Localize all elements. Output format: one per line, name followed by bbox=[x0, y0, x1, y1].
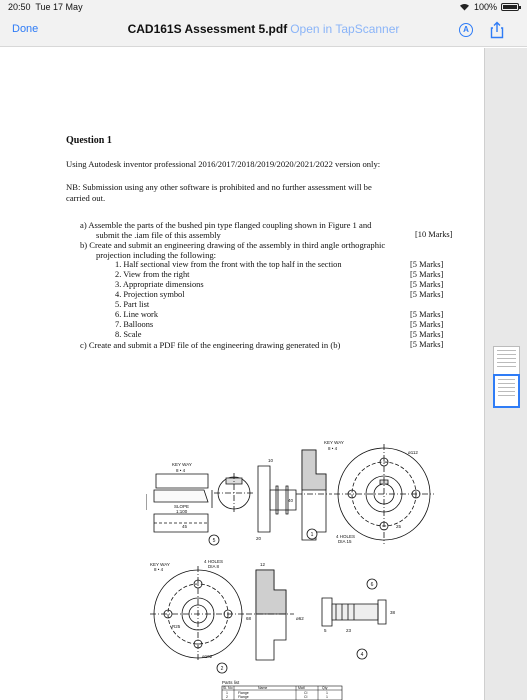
balloon-2: 2 bbox=[220, 666, 224, 672]
nb-text-line1: NB: Submission using any other software is prohibited and no further assessment will be bbox=[66, 182, 372, 192]
list-item-mark: [5 Marks] bbox=[410, 290, 444, 299]
label-dia-102: ø102 bbox=[202, 654, 213, 659]
part-b-line1: b) Create and submit an engineering drawing of the assembly in third angle orthographic bbox=[80, 240, 386, 250]
pdf-page[interactable] bbox=[0, 48, 484, 700]
status-bar bbox=[0, 0, 527, 14]
parts-cell: 2 bbox=[226, 695, 228, 699]
parts-header-no: Sl. No bbox=[223, 686, 233, 690]
wifi-icon bbox=[459, 3, 470, 11]
status-time-date bbox=[8, 2, 83, 12]
share-icon[interactable] bbox=[489, 21, 505, 39]
list-item: 1. Half sectional view from the front with the top half in the section bbox=[115, 260, 342, 269]
parts-header-name: Name bbox=[258, 686, 268, 690]
balloon-6: 6 bbox=[370, 582, 374, 588]
label-r25: R25 bbox=[172, 624, 181, 629]
battery-percent: 100% bbox=[473, 2, 497, 12]
label-dim-25: 25 bbox=[396, 524, 402, 529]
viewer-toolbar bbox=[0, 14, 527, 47]
parts-header-qty: Qty bbox=[322, 686, 328, 690]
list-item-mark: [5 Marks] bbox=[410, 320, 444, 329]
part-a-line2: submit the .iam file of this assembly bbox=[96, 230, 221, 240]
part-c-line: c) Create and submit a PDF file of the engineering drawing generated in (b) bbox=[80, 340, 341, 350]
label-holes-mid-dia: DIA 8 bbox=[208, 564, 220, 569]
label-keyway-top: KEY WAY bbox=[324, 440, 344, 445]
list-item-mark: [5 Marks] bbox=[410, 330, 444, 339]
list-item-mark: [5 Marks] bbox=[410, 270, 444, 279]
label-slope-ratio: 1:100 bbox=[176, 509, 188, 514]
parts-cell: 1 bbox=[326, 695, 328, 699]
document-filename: CAD161S Assessment 5.pdf bbox=[127, 22, 288, 36]
parts-list-title: Parts list bbox=[222, 680, 240, 685]
figure-coupling-drawing bbox=[146, 390, 436, 700]
status-date: Tue 17 May bbox=[35, 2, 83, 12]
flange-front-view bbox=[150, 566, 246, 662]
instruction-text: Using Autodesk inventor professional 2016/2017/2018/2019/2020/2021/2022 version only: bbox=[66, 159, 381, 169]
label-dim-68: 68 bbox=[246, 616, 252, 621]
status-time: 20:50 bbox=[8, 2, 31, 12]
label-keyway-left: KEY WAY bbox=[172, 462, 192, 467]
markup-icon[interactable]: A bbox=[459, 23, 473, 37]
part-b-line2: projection including the following: bbox=[96, 250, 217, 260]
parts-cell: Flange bbox=[238, 695, 249, 699]
label-holes-right: 4 HOLES bbox=[336, 534, 356, 539]
label-holes-right-dia: DIA 15 bbox=[338, 539, 352, 544]
page-thumbnail-current[interactable] bbox=[493, 374, 520, 408]
battery-fill bbox=[503, 5, 517, 9]
parts-cell: CI bbox=[304, 691, 308, 695]
list-item-mark: [5 Marks] bbox=[410, 260, 444, 269]
label-keyway-mid-size: 8 • 4 bbox=[154, 567, 164, 572]
parts-cell: 1 bbox=[226, 691, 228, 695]
balloon-1: 1 bbox=[310, 532, 314, 538]
feather-key-view bbox=[146, 474, 212, 532]
label-dim-45: 45 bbox=[182, 524, 188, 529]
list-item-mark: [5 Marks] bbox=[410, 280, 444, 289]
done-button[interactable]: Done bbox=[12, 23, 39, 35]
nb-text-line2: carried out. bbox=[66, 193, 106, 203]
battery-icon bbox=[501, 3, 519, 11]
label-keyway-mid: KEY WAY bbox=[150, 562, 170, 567]
parts-header-matl: Matl bbox=[298, 686, 305, 690]
parts-list bbox=[222, 680, 342, 700]
label-keyway-left-size: 8 • 4 bbox=[176, 468, 186, 473]
shaft-view bbox=[214, 473, 254, 513]
label-slope: SLOPE bbox=[174, 504, 190, 509]
label-dim-5: 5 bbox=[324, 628, 327, 633]
list-item: 7. Balloons bbox=[115, 320, 154, 329]
parts-cell: Flange bbox=[238, 691, 249, 695]
document-title bbox=[0, 22, 527, 36]
list-item: 8. Scale bbox=[115, 330, 142, 339]
list-item: 6. Line work bbox=[115, 310, 159, 319]
label-holes-mid: 4 HOLES bbox=[204, 559, 224, 564]
list-item: 5. Part list bbox=[115, 300, 150, 309]
status-right bbox=[459, 2, 519, 12]
label-dim-20: 20 bbox=[256, 536, 262, 541]
flange-section-view bbox=[296, 450, 332, 540]
list-item: 3. Appropriate dimensions bbox=[115, 280, 204, 289]
parts-cell: CI bbox=[304, 695, 308, 699]
parts-cell: 1 bbox=[326, 691, 328, 695]
pin-nut-view bbox=[322, 598, 386, 626]
label-dim-12: 12 bbox=[260, 562, 266, 567]
page-thumbnail-strip[interactable] bbox=[484, 48, 527, 700]
list-item-mark: [5 Marks] bbox=[410, 310, 444, 319]
label-dim-40: 40 bbox=[288, 498, 294, 503]
flange-end-view bbox=[334, 444, 434, 544]
part-c-mark: [5 Marks] bbox=[410, 340, 444, 349]
label-dia-112: ø112 bbox=[408, 450, 418, 455]
label-dim-62: ø62 bbox=[296, 616, 304, 621]
balloon-4: 4 bbox=[360, 652, 364, 658]
question-title: Question 1 bbox=[66, 135, 112, 146]
part-a-mark: [10 Marks] bbox=[415, 230, 453, 239]
part-a-line1: a) Assemble the parts of the bushed pin type flanged coupling shown in Figure 1 and bbox=[80, 220, 372, 230]
list-item: 2. View from the right bbox=[115, 270, 190, 279]
label-dim-10: 10 bbox=[268, 458, 274, 463]
label-dim-38: 38 bbox=[390, 610, 396, 615]
flange-side-section-view bbox=[246, 570, 294, 660]
open-in-tapscanner-link[interactable]: Open in TapScanner bbox=[290, 22, 400, 36]
label-keyway-top-size: 8 • 4 bbox=[328, 446, 338, 451]
list-item: 4. Projection symbol bbox=[115, 290, 185, 299]
balloon-5: 5 bbox=[212, 538, 216, 544]
label-dim-23: 23 bbox=[346, 628, 352, 633]
